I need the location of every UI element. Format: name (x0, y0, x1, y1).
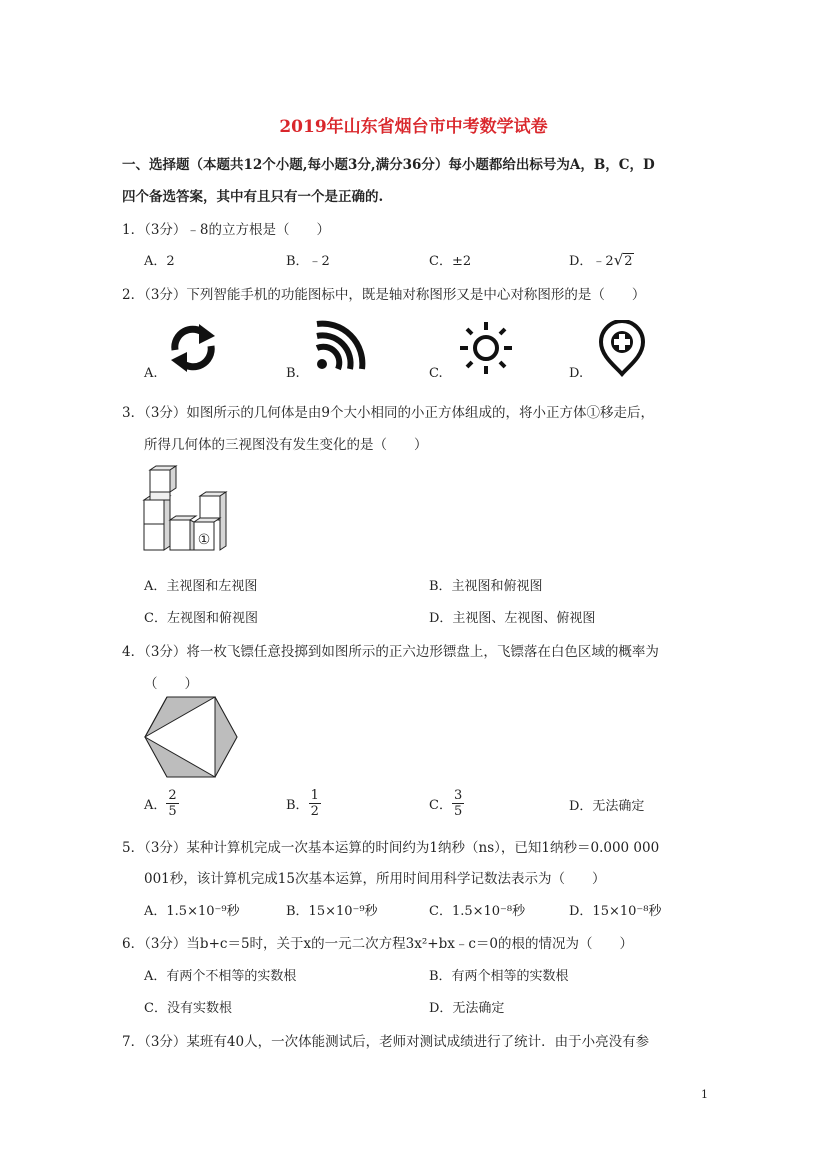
q4-option-c-fraction (452, 788, 464, 819)
q4-option-a-label: A． (144, 798, 167, 813)
q1-stem: 1．（3分）﹣8的立方根是（ ） (122, 222, 331, 238)
q3-option-d: D．主视图、左视图、俯视图 (429, 611, 596, 626)
q3-stem-line2: 所得几何体的三视图没有发生变化的是（ ） (144, 437, 428, 453)
q2-option-c: C. (429, 366, 443, 381)
refresh-arrows-icon (165, 320, 221, 376)
q1-option-a: A．2 (144, 254, 175, 269)
sun-brightness-icon (458, 320, 514, 376)
page-title: 2019年山东省烟台市中考数学试卷 (279, 117, 548, 137)
q1-option-d (569, 250, 634, 269)
section-heading-line1: 一、选择题（本题共12个小题,每小题3分,满分36分）每小题都给出标号为A，B，C，D (122, 157, 655, 173)
q6-option-c: C．没有实数根 (144, 1001, 232, 1016)
q4-option-a-numerator: 2 (168, 788, 177, 803)
q4-option-c-label: C． (429, 798, 452, 813)
q3-option-a: A．主视图和左视图 (144, 579, 258, 594)
q4-stem-line1: 4．（3分）将一枚飞镖任意投掷到如图所示的正六边形镖盘上，飞镖落在白色区域的概率为 (122, 644, 659, 660)
cube-marker-1: ① (197, 532, 211, 548)
cube-stack-figure (140, 464, 240, 556)
q7-stem: 7．（3分）某班有40人，一次体能测试后，老师对测试成绩进行了统计．由于小亮没有参 (122, 1034, 650, 1050)
q5-stem-line2: 001秒，该计算机完成15次基本运算，所用时间用科学记数法表示为（ ） (144, 871, 606, 887)
q4-option-b-numerator: 1 (310, 788, 319, 803)
q1-option-b: B．﹣2 (286, 254, 330, 269)
q4-option-a (144, 788, 179, 819)
q5-stem-line1: 5．（3分）某种计算机完成一次基本运算的时间约为1纳秒（ns），已知1纳秒＝0.000 000 (122, 840, 660, 856)
location-pin-plus-icon (597, 320, 647, 378)
q5-option-b: B．15×10⁻⁹秒 (286, 904, 378, 919)
page-number: 1 (701, 1088, 708, 1101)
hexagon-dartboard-figure (143, 695, 239, 779)
q6-option-d: D．无法确定 (429, 1001, 505, 1016)
q4-option-a-fraction (166, 788, 178, 819)
q4-stem-line2: （ ） (144, 676, 198, 692)
q5-option-a: A．1.5×10⁻⁹秒 (144, 904, 240, 919)
q3-stem-line1: 3．（3分）如图所示的几何体是由9个大小相同的小正方体组成的，将小正方体①移走后， (122, 405, 655, 421)
q4-option-c (429, 788, 464, 819)
sqrt-sign: √ (613, 251, 624, 269)
q2-option-b: B. (286, 366, 300, 381)
q3-option-b: B．主视图和俯视图 (429, 579, 543, 594)
q6-stem: 6．（3分）当b+c＝5时，关于x的一元二次方程3x²+bx﹣c＝0的根的情况为（ ） (122, 936, 633, 952)
q4-option-c-denominator: 5 (453, 804, 463, 819)
q2-stem: 2．（3分）下列智能手机的功能图标中，既是轴对称图形又是中心对称图形的是（ ） (122, 287, 646, 303)
q5-option-d: D．15×10⁻⁸秒 (569, 904, 662, 919)
q6-option-b: B．有两个相等的实数根 (429, 969, 569, 984)
q6-option-a: A．有两个不相等的实数根 (144, 969, 297, 984)
q5-option-c: C．1.5×10⁻⁸秒 (429, 904, 526, 919)
q3-option-c: C．左视图和俯视图 (144, 611, 258, 626)
wifi-signal-icon (312, 320, 368, 376)
q4-option-a-denominator: 5 (168, 804, 177, 819)
q1-option-d-radicand: 2 (624, 254, 633, 269)
q2-option-d: D. (569, 366, 584, 381)
q4-option-b-denominator: 2 (310, 804, 319, 819)
q1-option-d-prefix: D．﹣2 (569, 254, 614, 269)
q2-option-a: A. (144, 366, 158, 381)
q4-option-b (286, 788, 321, 819)
q4-option-c-numerator: 3 (453, 788, 463, 803)
q1-option-c: C．±2 (429, 254, 472, 269)
q4-option-d: D．无法确定 (569, 799, 645, 814)
section-heading-line2: 四个备选答案，其中有且只有一个是正确的. (122, 189, 384, 205)
q4-option-b-fraction (309, 788, 321, 819)
q4-option-b-label: B． (286, 798, 309, 813)
